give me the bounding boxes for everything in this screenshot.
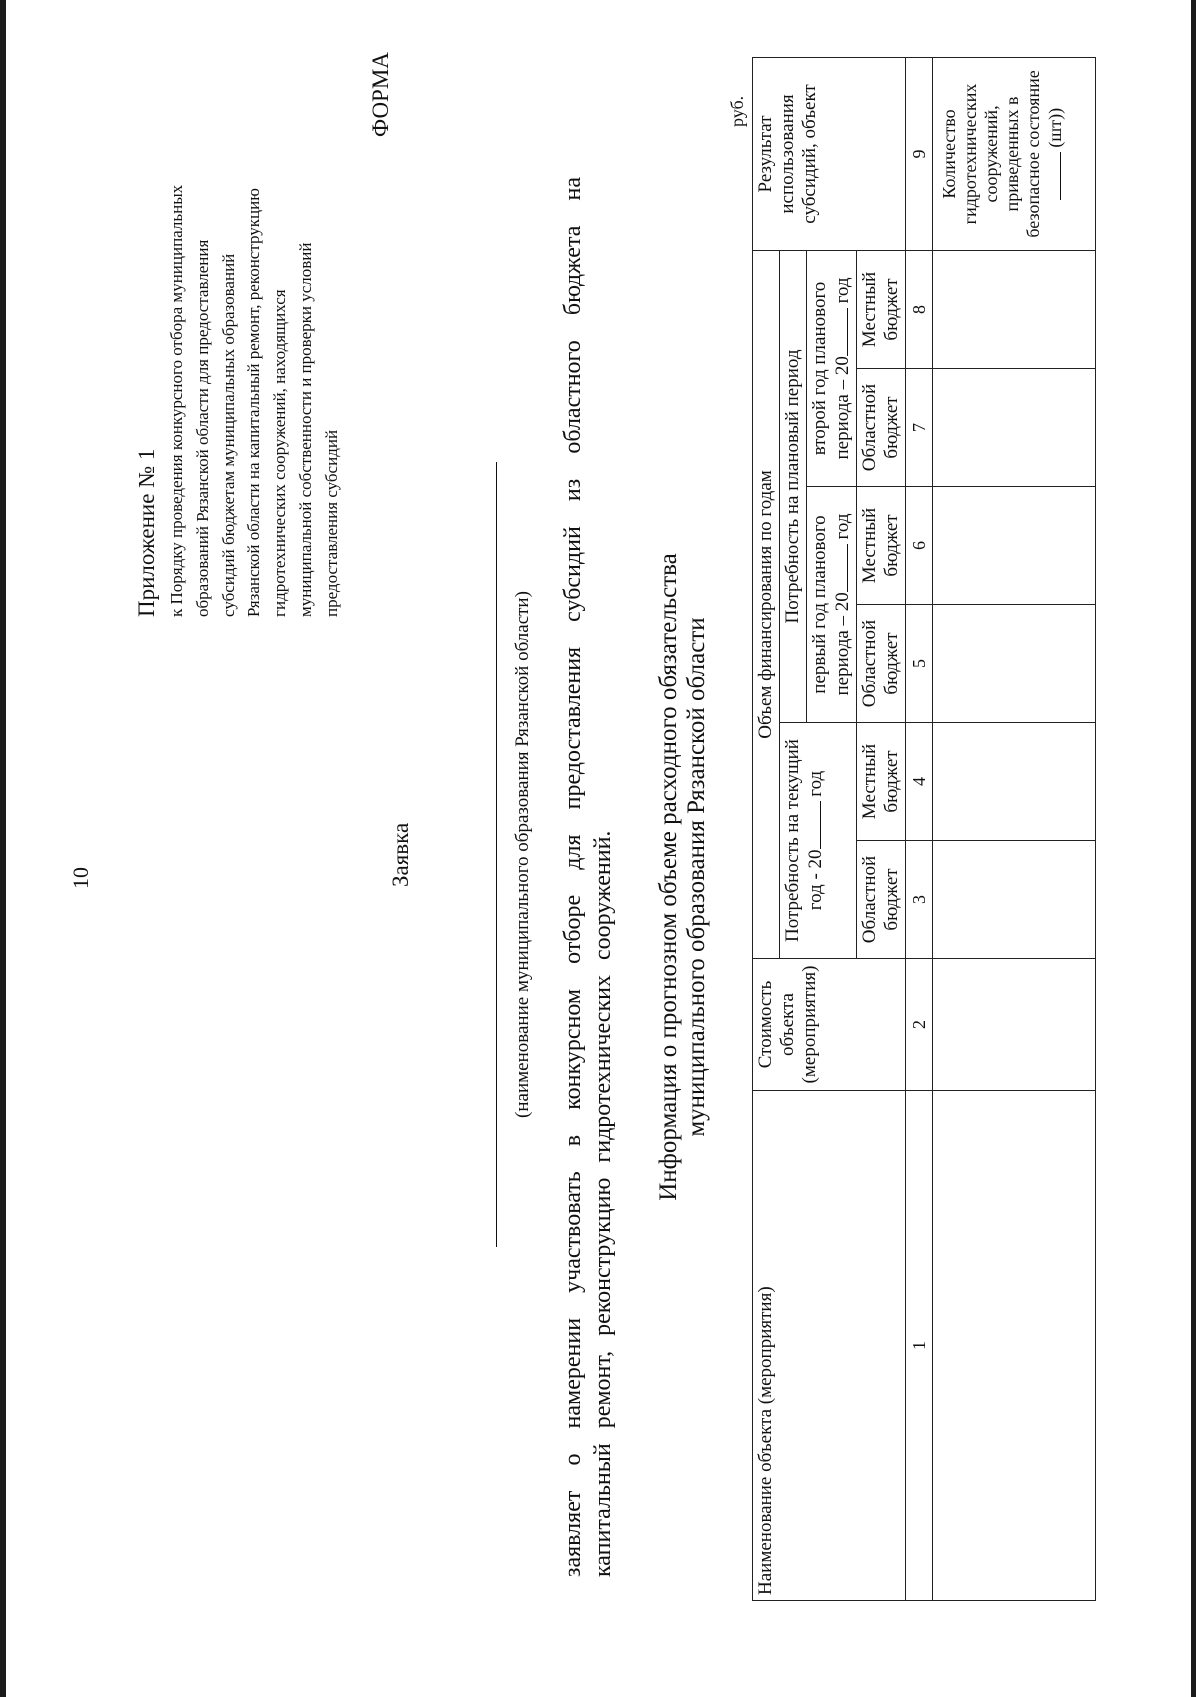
appendix-line: Рязанской области на капитальный ремонт, реконструкцию — [244, 188, 264, 617]
column-number: 8 — [906, 250, 933, 368]
header-funding-by-years: Объем финансирования по годам — [753, 250, 780, 958]
header-regional-budget: Областной бюджет — [857, 369, 906, 487]
municipality-caption: (наименование муниципального образования Рязанской области) — [512, 591, 533, 1118]
empty-cell — [933, 723, 1096, 841]
header-second-year-suffix: год — [832, 277, 853, 304]
municipality-blank-line — [496, 462, 497, 1247]
column-number: 4 — [906, 723, 933, 841]
column-number: 2 — [906, 959, 933, 1091]
info-title-line: муниципального образования Рязанской области — [683, 617, 710, 1137]
request-title: Заявка — [388, 822, 413, 887]
result-text: Количество гидротехнических сооружений, приведенных в безопасное состояние — [939, 70, 1043, 238]
header-current-year — [780, 723, 857, 959]
header-object-cost: Стоимость объекта (мероприятия) — [753, 959, 906, 1091]
header-current-year-text: Потребность на текущий год - 20 — [782, 739, 826, 942]
appendix-title: Приложение № 1 — [134, 448, 159, 617]
column-number: 1 — [906, 1091, 933, 1601]
currency-unit: руб. — [727, 95, 747, 127]
empty-cell — [933, 841, 1096, 959]
header-first-year — [807, 487, 857, 723]
header-local-budget: Местный бюджет — [857, 250, 906, 368]
header-result: Результат использования субсидий, объект — [753, 57, 906, 250]
funding-table — [752, 57, 1096, 1601]
appendix-line: к Порядку проведения конкурсного отбора муниципальных — [167, 184, 186, 617]
header-second-year — [807, 250, 857, 486]
appendix-line: гидротехнических сооружений, находящихся — [270, 289, 290, 617]
info-title-line: Информация о прогнозном объеме расходного обязательства — [655, 553, 682, 1201]
appendix-line: субсидий бюджетам муниципальных образований — [218, 253, 238, 617]
appendix-line: муниципальной собственности и проверки условий — [295, 242, 315, 617]
column-number: 3 — [906, 841, 933, 959]
appendix-block — [132, 57, 345, 617]
form-label: ФОРМА — [368, 52, 393, 137]
header-local-budget: Местный бюджет — [857, 487, 906, 605]
result-unit: (шт)) — [1045, 107, 1065, 148]
empty-cell — [933, 959, 1096, 1091]
empty-cell — [933, 605, 1096, 723]
header-first-year-text: первый год планового периода – 20 — [809, 515, 853, 696]
year-blank — [804, 801, 821, 849]
empty-cell — [933, 487, 1096, 605]
result-cell — [933, 57, 1096, 250]
page-number: 10 — [68, 867, 93, 889]
intent-paragraph: заявляет о намерении участвовать в конкурсном отборе для предоставления субсидий из областного бюджета на капитальный ремонт, реконструкцию гидротехнических сооружений. — [560, 177, 616, 1577]
header-planned-period: Потребность на плановый период — [780, 250, 807, 722]
column-number: 5 — [906, 605, 933, 723]
header-regional-budget: Областной бюджет — [857, 605, 906, 723]
column-number: 9 — [906, 57, 933, 250]
empty-cell — [933, 250, 1096, 368]
info-title — [655, 177, 711, 1577]
empty-cell — [933, 1091, 1096, 1601]
column-number: 6 — [906, 487, 933, 605]
year-blank — [831, 544, 848, 592]
appendix-line: образований Рязанской области для предоставления — [192, 239, 212, 617]
empty-cell — [933, 369, 1096, 487]
header-object-name: Наименование объекта (мероприятия) — [753, 1091, 906, 1601]
header-regional-budget: Областной бюджет — [857, 841, 906, 959]
header-second-year-text: второй год планового периода – 20 — [809, 281, 853, 460]
appendix-line: предоставления субсидий — [321, 429, 341, 617]
header-current-year-suffix: год — [805, 770, 826, 797]
column-number: 7 — [906, 369, 933, 487]
header-first-year-suffix: год — [832, 513, 853, 540]
quantity-blank — [1044, 152, 1061, 200]
year-blank — [831, 308, 848, 356]
header-local-budget: Местный бюджет — [857, 723, 906, 841]
table-row — [933, 57, 1096, 1600]
